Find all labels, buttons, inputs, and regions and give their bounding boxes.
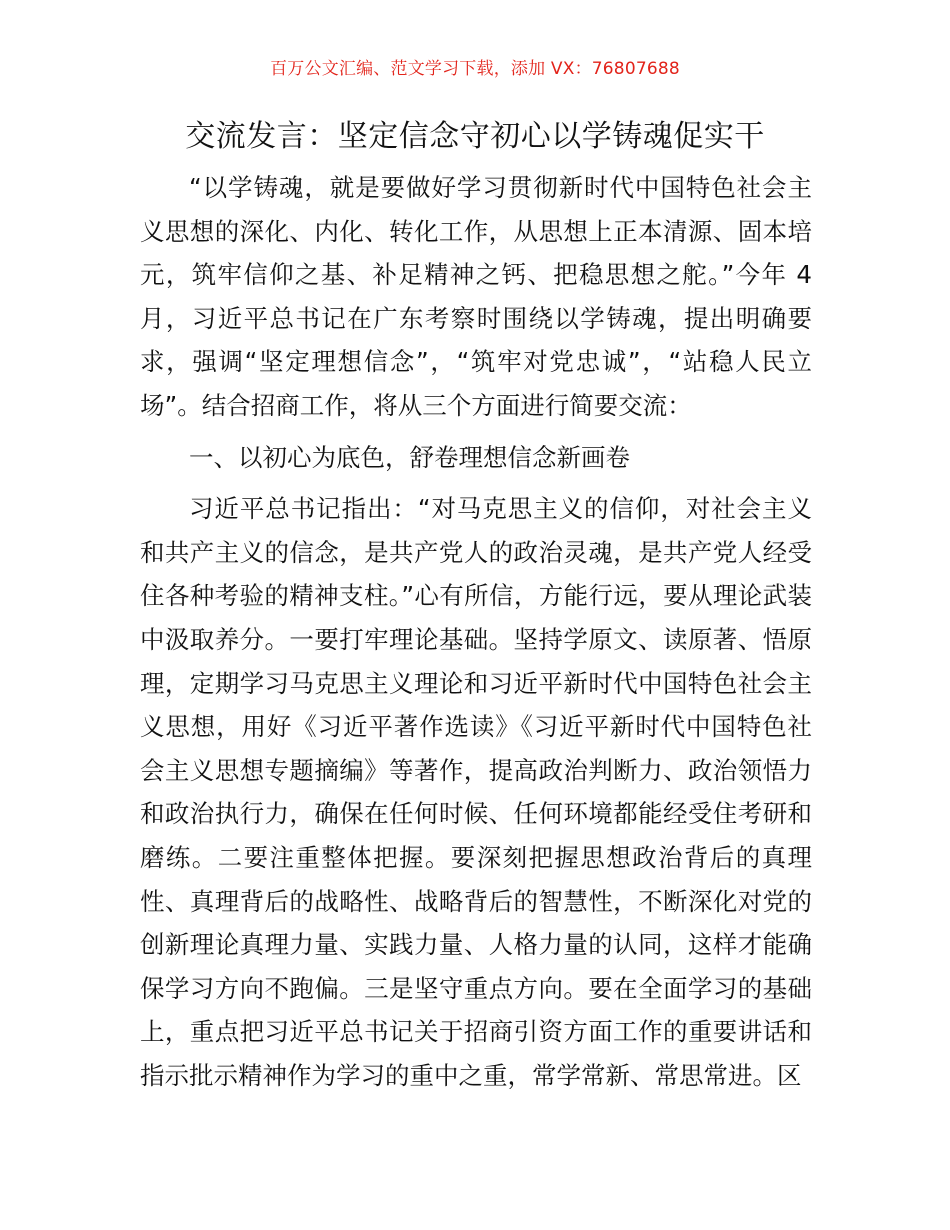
promo-banner: 百万公文汇编、范文学习下载，添加 VX：76807688 xyxy=(270,59,680,79)
page-title: 交流发言：坚定信念守初心以学铸魂促实干 xyxy=(185,119,765,154)
paragraph-section-1: 习近平总书记指出：“对马克思主义的信仰，对社会主义和共产主义的信念，是共产党人的政治灵魂，是共产党人经受住各种考验的精神支柱。”心有所信，方能行远，要从理论武装中汲取养分。一要打牢理论基础。坚持学原文、读原著、悟原理，定期学习马克思主义理论和习近平新时代中国特色社会主义思想，用好《习近平著作选读》《习近平新时代中国特色社会主义思想专题摘编》等著作，提高政治判断力、政治领悟力和政治执行力，确保在任何时候、任何环境都能经受住考研和磨练。二要注重整体把握。要深刻把握思想政治背后的真理性、真理背后的战略性、战略背后的智慧性，不断深化对党的创新理论真理力量、实践力量、人格力量的认同，这样才能确保学习方向不跑偏。三是坚守重点方向。要在全面学习的基础上，重点把习近平总书记关于招商引资方面工作的重要讲话和指示批示精神作为学习的重中之重，常学常新、常思常进。区 xyxy=(140,494,812,1090)
document-body xyxy=(140,166,812,1105)
section-heading-1: 一、以初心为底色，舒卷理想信念新画卷 xyxy=(189,442,630,472)
paragraph-intro: “以学铸魂，就是要做好学习贯彻新时代中国特色社会主义思想的深化、内化、转化工作，从思想上正本清源、固本培元，筑牢信仰之基、补足精神之钙、把稳思想之舵。”今年 4 月，习近平总书记在广东考察时围绕以学铸魂，提出明确要求，强调“坚定理想信念”，“筑牢对党忠诚”，“站稳人民立场”。结合招商工作，将从三个方面进行简要交流： xyxy=(140,173,812,420)
